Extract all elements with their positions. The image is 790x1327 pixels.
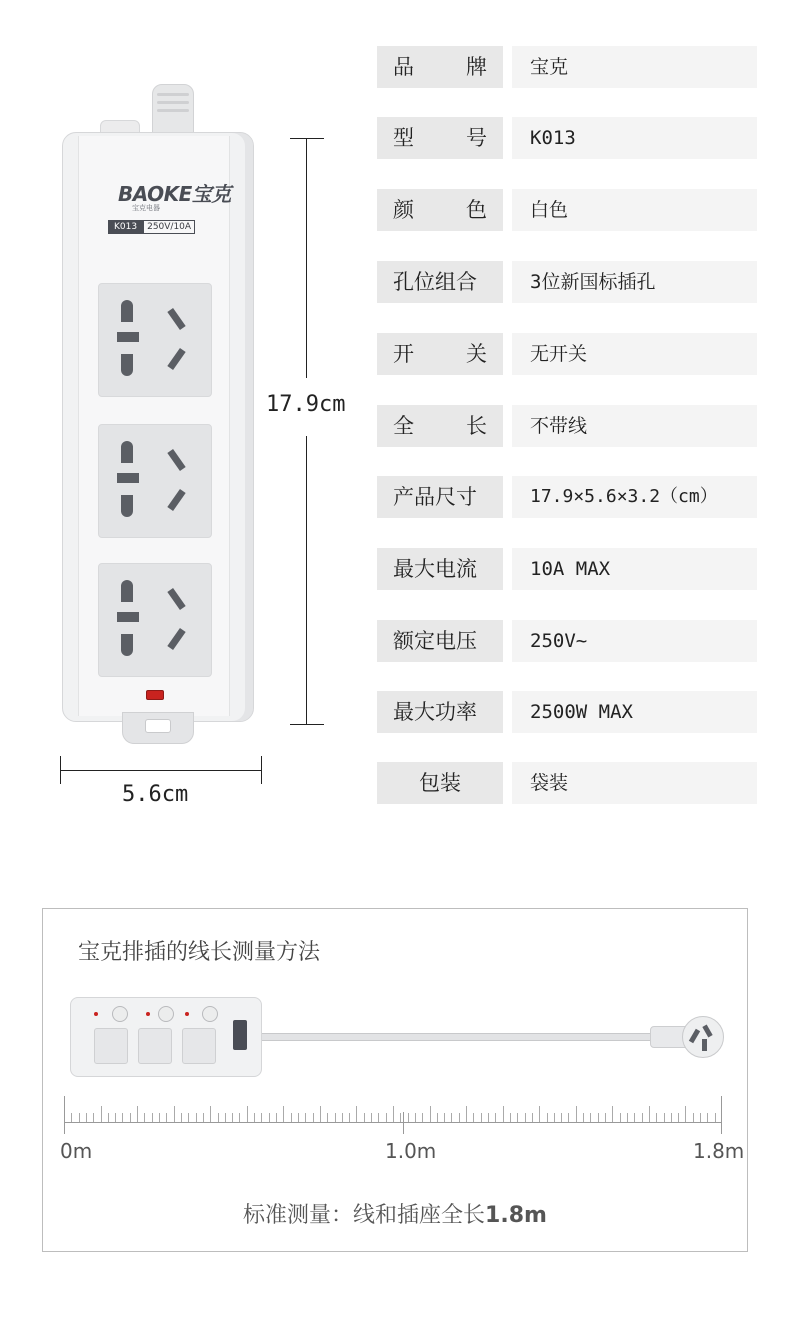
ruler-end-mark bbox=[721, 1096, 722, 1134]
ruler-tick bbox=[79, 1113, 80, 1122]
rating-spec: 250V/10A bbox=[143, 220, 195, 234]
ruler-tick bbox=[415, 1113, 416, 1122]
spec-value: 10A MAX bbox=[512, 548, 757, 590]
ruler-tick bbox=[488, 1113, 489, 1122]
ruler-tick bbox=[225, 1113, 226, 1122]
ruler-tick bbox=[93, 1113, 94, 1122]
spec-key: 包装 bbox=[377, 762, 503, 804]
scale-label-0m: 0m bbox=[60, 1139, 93, 1163]
height-dimension-label: 17.9cm bbox=[266, 392, 346, 417]
measurement-caption: 标准测量：线和插座全长1.8m bbox=[243, 1203, 547, 1228]
ruler-tick bbox=[188, 1113, 189, 1122]
ruler-start-mark bbox=[64, 1096, 65, 1134]
strip-hanging-tab bbox=[122, 712, 194, 744]
ruler-tick bbox=[459, 1113, 460, 1122]
height-dim-top-tick bbox=[290, 138, 324, 139]
ruler-tick bbox=[400, 1113, 401, 1122]
ruler-tick bbox=[532, 1113, 533, 1122]
ruler-tick bbox=[181, 1113, 182, 1122]
ruler-tick bbox=[393, 1106, 394, 1122]
plug-icon bbox=[682, 1016, 724, 1058]
ruler-tick bbox=[261, 1113, 262, 1122]
ruler-tick bbox=[495, 1113, 496, 1122]
ruler-tick bbox=[327, 1113, 328, 1122]
ruler-tick bbox=[335, 1113, 336, 1122]
model-badge: K013 bbox=[108, 220, 143, 234]
ruler-tick bbox=[101, 1106, 102, 1122]
ruler-tick bbox=[685, 1106, 686, 1122]
ruler-tick bbox=[664, 1113, 665, 1122]
spec-key: 全 长 bbox=[377, 405, 503, 447]
ruler-tick bbox=[122, 1113, 123, 1122]
spec-value: 白色 bbox=[512, 189, 757, 231]
ruler-tick bbox=[108, 1113, 109, 1122]
ruler-tick bbox=[342, 1113, 343, 1122]
spec-value: 无开关 bbox=[512, 333, 757, 375]
ruler-tick bbox=[408, 1113, 409, 1122]
ruler-tick bbox=[218, 1113, 219, 1122]
ruler-tick bbox=[510, 1113, 511, 1122]
ruler-tick bbox=[430, 1106, 431, 1122]
ruler-tick bbox=[71, 1113, 72, 1122]
spec-key: 产品尺寸 bbox=[377, 476, 503, 518]
ruler-tick bbox=[649, 1106, 650, 1122]
ruler-tick bbox=[137, 1106, 138, 1122]
ruler-tick bbox=[642, 1113, 643, 1122]
ruler-tick bbox=[232, 1113, 233, 1122]
ruler-tick bbox=[590, 1113, 591, 1122]
ruler-tick bbox=[554, 1113, 555, 1122]
ruler-tick bbox=[320, 1106, 321, 1122]
ruler-tick bbox=[612, 1106, 613, 1122]
measuring-ruler bbox=[64, 1096, 722, 1123]
outlet-socket-2 bbox=[98, 424, 212, 538]
ruler-tick bbox=[444, 1113, 445, 1122]
ruler-tick bbox=[130, 1113, 131, 1122]
height-dim-line-lower bbox=[306, 436, 307, 724]
cord-panel-title: 宝克排插的线长测量方法 bbox=[78, 940, 321, 965]
ruler-tick bbox=[503, 1106, 504, 1122]
mini-brand-label bbox=[233, 1020, 247, 1050]
ruler-tick bbox=[707, 1113, 708, 1122]
ruler-tick bbox=[305, 1113, 306, 1122]
spec-value: K013 bbox=[512, 117, 757, 159]
ruler-tick bbox=[196, 1113, 197, 1122]
scale-label-1m: 1.0m bbox=[385, 1139, 437, 1163]
width-dim-line bbox=[60, 770, 262, 771]
spec-key: 开 关 bbox=[377, 333, 503, 375]
ruler-tick bbox=[693, 1113, 694, 1122]
spec-value: 袋装 bbox=[512, 762, 757, 804]
height-dim-bottom-tick bbox=[290, 724, 324, 725]
mini-indicator-3 bbox=[185, 1012, 189, 1016]
scale-label-1-8m: 1.8m bbox=[693, 1139, 745, 1163]
brand-subtitle: 宝克电器 bbox=[132, 204, 160, 212]
spec-value: 250V~ bbox=[512, 620, 757, 662]
rating-badge bbox=[108, 220, 195, 234]
ruler-tick bbox=[568, 1113, 569, 1122]
ruler-tick bbox=[276, 1113, 277, 1122]
ruler-tick bbox=[422, 1113, 423, 1122]
spec-value: 17.9×5.6×3.2（cm） bbox=[512, 476, 757, 518]
power-cord bbox=[262, 1033, 654, 1041]
ruler-tick bbox=[159, 1113, 160, 1122]
spec-key: 颜 色 bbox=[377, 189, 503, 231]
ruler-tick bbox=[115, 1113, 116, 1122]
ruler-tick bbox=[349, 1113, 350, 1122]
outlet-socket-3 bbox=[98, 563, 212, 677]
spec-key: 孔位组合 bbox=[377, 261, 503, 303]
ruler-tick bbox=[152, 1113, 153, 1122]
outlet-socket-1 bbox=[98, 283, 212, 397]
ruler-tick bbox=[291, 1113, 292, 1122]
ruler-tick bbox=[210, 1106, 211, 1122]
ruler-tick bbox=[525, 1113, 526, 1122]
width-dimension-label: 5.6cm bbox=[122, 782, 189, 807]
spec-value: 不带线 bbox=[512, 405, 757, 447]
ruler-tick bbox=[378, 1113, 379, 1122]
mini-switch-3 bbox=[202, 1006, 218, 1022]
ruler-tick bbox=[386, 1113, 387, 1122]
spec-key: 品 牌 bbox=[377, 46, 503, 88]
mini-outlet-1 bbox=[94, 1028, 128, 1064]
ruler-tick bbox=[700, 1113, 701, 1122]
mini-switch-1 bbox=[112, 1006, 128, 1022]
ruler-tick bbox=[656, 1113, 657, 1122]
ruler-tick bbox=[247, 1106, 248, 1122]
height-dim-line-upper bbox=[306, 138, 307, 378]
spec-key: 型 号 bbox=[377, 117, 503, 159]
ruler-tick bbox=[364, 1113, 365, 1122]
ruler-tick bbox=[671, 1113, 672, 1122]
ruler-tick bbox=[298, 1113, 299, 1122]
ruler-tick bbox=[371, 1113, 372, 1122]
ruler-tick bbox=[466, 1106, 467, 1122]
spec-value: 3位新国标插孔 bbox=[512, 261, 757, 303]
spec-value: 2500W MAX bbox=[512, 691, 757, 733]
ruler-tick bbox=[620, 1113, 621, 1122]
spec-key: 额定电压 bbox=[377, 620, 503, 662]
ruler-tick bbox=[473, 1113, 474, 1122]
ruler-tick bbox=[634, 1113, 635, 1122]
mini-outlet-2 bbox=[138, 1028, 172, 1064]
ruler-tick bbox=[239, 1113, 240, 1122]
ruler-tick bbox=[254, 1113, 255, 1122]
ruler-tick bbox=[269, 1113, 270, 1122]
ruler-tick bbox=[715, 1113, 716, 1122]
ruler-tick bbox=[583, 1113, 584, 1122]
ruler-tick bbox=[539, 1106, 540, 1122]
mini-indicator-2 bbox=[146, 1012, 150, 1016]
ruler-tick bbox=[144, 1113, 145, 1122]
ruler-tick bbox=[203, 1113, 204, 1122]
ruler-tick bbox=[174, 1106, 175, 1122]
ruler-tick bbox=[598, 1113, 599, 1122]
ruler-tick bbox=[313, 1113, 314, 1122]
ruler-tick bbox=[451, 1113, 452, 1122]
ruler-tick bbox=[356, 1106, 357, 1122]
ruler-tick bbox=[576, 1106, 577, 1122]
mini-indicator-1 bbox=[94, 1012, 98, 1016]
ruler-tick bbox=[517, 1113, 518, 1122]
indicator-light bbox=[146, 690, 164, 700]
ruler-tick bbox=[283, 1106, 284, 1122]
mini-switch-2 bbox=[158, 1006, 174, 1022]
ruler-tick bbox=[86, 1113, 87, 1122]
spec-key: 最大功率 bbox=[377, 691, 503, 733]
spec-value: 宝克 bbox=[512, 46, 757, 88]
ruler-tick bbox=[561, 1113, 562, 1122]
ruler-mid-mark bbox=[403, 1112, 404, 1134]
width-dim-right-tick bbox=[261, 756, 262, 784]
spec-key: 最大电流 bbox=[377, 548, 503, 590]
ruler-tick bbox=[166, 1113, 167, 1122]
ruler-tick bbox=[678, 1113, 679, 1122]
ruler-tick bbox=[481, 1113, 482, 1122]
ruler-tick bbox=[627, 1113, 628, 1122]
ruler-tick bbox=[547, 1113, 548, 1122]
ruler-tick bbox=[605, 1113, 606, 1122]
ruler-tick bbox=[437, 1113, 438, 1122]
brand-logo: BAOKE宝克 bbox=[118, 182, 231, 206]
mini-outlet-3 bbox=[182, 1028, 216, 1064]
